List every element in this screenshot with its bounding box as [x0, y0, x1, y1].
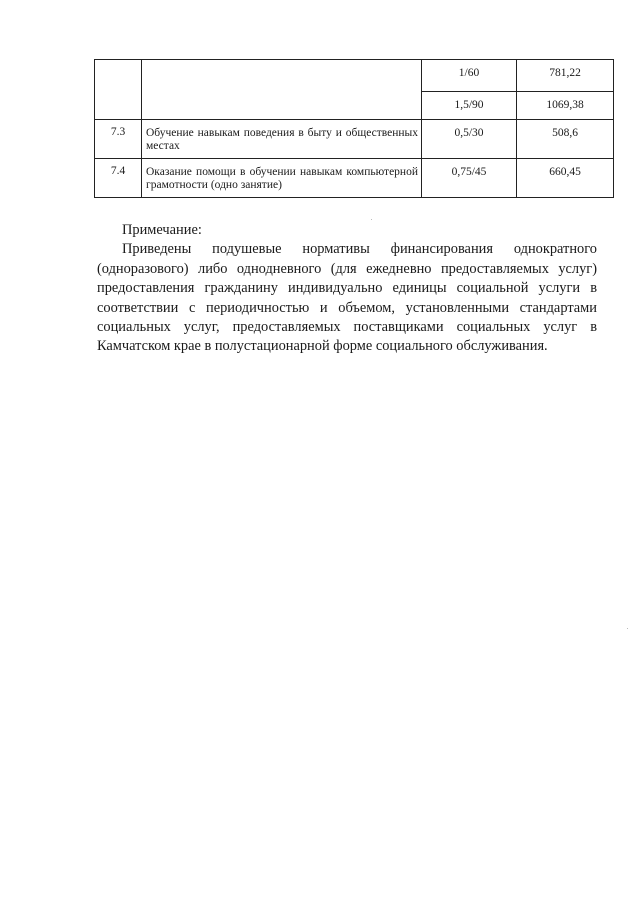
row-number-cell: 7.4 — [95, 159, 142, 198]
row-number-cell: 7.3 — [95, 120, 142, 159]
service-cell: Оказание помощи в обучении навыкам компьютерной грамотности (одно занятие) — [142, 159, 422, 198]
note-text: Приведены подушевые нормативы финансирования однократного (одноразового) либо однодневного (для ежедневно предоставляемых услуг) предоставления гражданину индивидуально единицы социальной услуги в соответствии с периодичностью и объемом, установленными стандартами социальных услуг, предоставляемых поставщиками социальных услуг в Камчатском крае в полустационарной форме социального обслуживания. — [97, 241, 597, 355]
rate-cell: 1,5/90 — [422, 92, 517, 120]
cost-cell: 781,22 — [517, 60, 614, 92]
norms-table — [94, 59, 614, 198]
rate-cell: 0,5/30 — [422, 120, 517, 159]
cost-cell: 508,6 — [517, 120, 614, 159]
table-row — [95, 159, 614, 198]
cost-cell: 1069,38 — [517, 92, 614, 120]
service-cell: Обучение навыкам поведения в быту и общественных местах — [142, 120, 422, 159]
note-section — [97, 221, 597, 357]
note-title: Примечание: — [122, 222, 202, 238]
scan-speck — [371, 219, 372, 220]
service-cell — [142, 60, 422, 120]
scan-speck — [627, 628, 628, 629]
table-row — [95, 120, 614, 159]
rate-cell: 1/60 — [422, 60, 517, 92]
row-number-cell — [95, 60, 142, 120]
table-row — [95, 60, 614, 92]
cost-cell: 660,45 — [517, 159, 614, 198]
rate-cell: 0,75/45 — [422, 159, 517, 198]
